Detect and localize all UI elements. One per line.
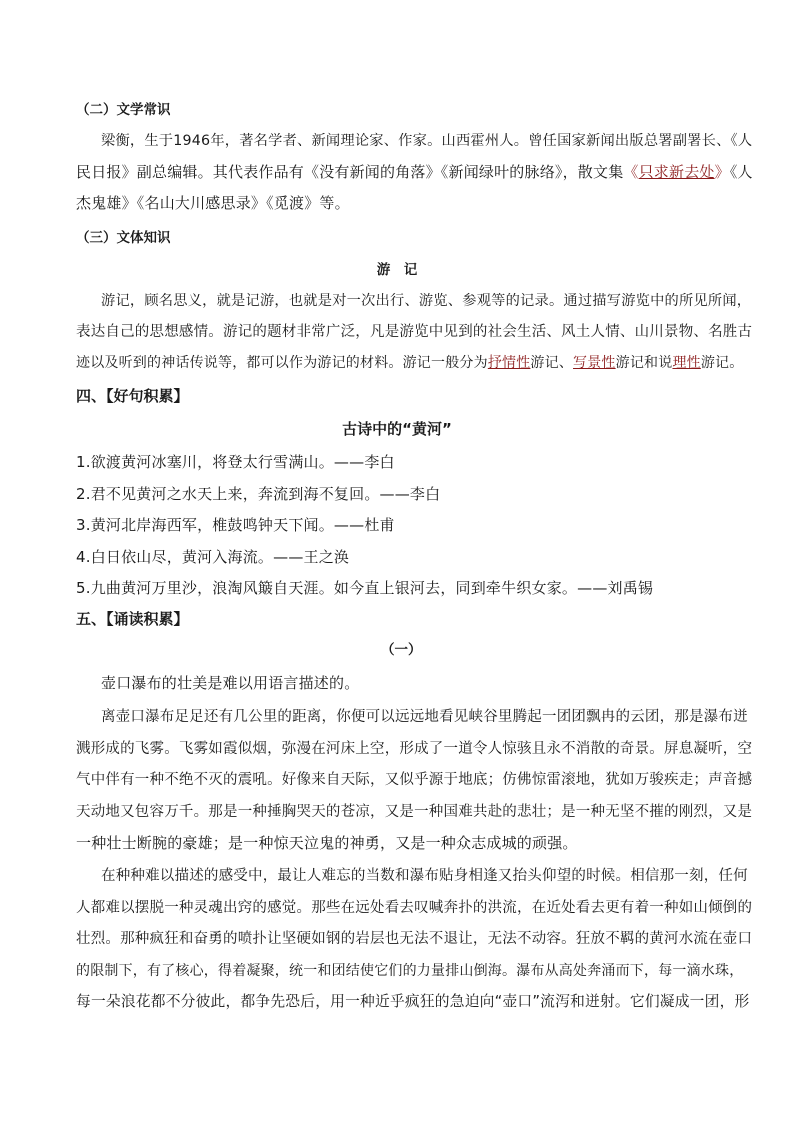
poem-collection-title: 古诗中的“黄河” <box>342 420 452 438</box>
link-book-title-text[interactable]: 只求新去处 <box>638 163 715 181</box>
paragraph-line: 气中伴有一种不绝不灭的震吼。好像来自天际，又似乎源于地底；仿佛惊雷滚地，犹如万骏疾走；声音撼 <box>76 772 753 788</box>
paragraph-line: 溅形成的飞雾。飞雾如霞似烟，弥漫在河床上空，形成了一道令人惊骇且永不消散的奇景。屏息凝听，空 <box>76 741 753 757</box>
paragraph-line <box>76 161 753 183</box>
paragraph-line: 壮烈。那种疯狂和奋勇的喷扑让坚硬如钢的岩层也无法不退让，无法不动容。狂放不羁的黄河水流在壶口 <box>76 931 753 947</box>
poem-item: 1.欲渡黄河冰塞川，将登太行雪满山。——李白 <box>76 453 395 471</box>
link-lyrical[interactable]: 抒情性 <box>487 355 531 371</box>
link-descriptive[interactable]: 写景性 <box>573 355 616 371</box>
paragraph-line <box>76 352 743 374</box>
paragraph-line: 壶口瀑布的壮美是难以用语言描述的。 <box>101 674 360 692</box>
paragraph-line: 天动地又包容万千。那是一种捶胸哭天的苍凉，又是一种国难共赴的悲壮；是一种无坚不摧的刚烈，又是 <box>76 804 753 820</box>
poem-item: 3.黄河北岸海西军，椎鼓鸣钟天下闻。——杜甫 <box>76 516 395 534</box>
text-run: 民日报》副总编辑。其代表作品有《没有新闻的角落》《新闻绿叶的脉络》，散文集 <box>76 163 624 181</box>
paragraph-line: 离壶口瀑布足足还有几公里的距离，你便可以远远地看见峡谷里腾起一团团飘冉的云团，那是瀑布迸 <box>101 709 748 725</box>
poem-item: 5.九曲黄河万里沙，浪淘风簸自天涯。如今直上银河去，同到牵牛织女家。——刘禹锡 <box>76 579 654 597</box>
paragraph-line: 游记，顾名思义，就是记游，也就是对一次出行、游览、参观等的记录。通过描写游览中的所见所闻， <box>101 293 752 309</box>
paragraph-line: 每一朵浪花都不分彼此，都争先恐后，用一种近乎疯狂的急迫向“壶口”流泻和迸射。它们凝成一团，形 <box>76 993 750 1010</box>
text-run: 游记、 <box>530 355 574 371</box>
link-book-title[interactable]: 《只求新去处》 <box>623 163 730 181</box>
text-run: 游记和说 <box>615 355 673 371</box>
poem-item: 4.白日依山尽，黄河入海流。——王之涣 <box>76 548 350 566</box>
paragraph-line: 在种种难以描述的感受中，最让人难忘的当数和瀑布贴身相逢又抬头仰望的时候。相信那一刻，任何 <box>101 868 748 884</box>
text-run: 迹以及听到的神话传说等，都可以作为游记的材料。游记一般分为 <box>76 355 488 371</box>
paragraph-line: 一种壮士断腕的豪雄；是一种惊天泣鬼的神勇，又是一种众志成城的顽强。 <box>76 834 578 852</box>
section-heading-recitation: 五、【诵读积累】 <box>76 610 189 628</box>
text-run: 游记。 <box>700 355 744 371</box>
link-reasoning[interactable]: 理性 <box>672 355 701 371</box>
paragraph-line: 表达自己的思想感情。游记的题材非常广泛，凡是游览中见到的社会生活、风土人情、山川景物、名胜古 <box>76 324 753 340</box>
paragraph-line: 人都难以摆脱一种灵魂出窍的感觉。那些在远处看去叹喊奔扑的洪流，在近处看去更有着一种如山倾倒的 <box>76 900 753 916</box>
section-heading-good-sentences: 四、【好句积累】 <box>76 387 189 405</box>
section-heading-genre-knowledge: （三）文体知识 <box>76 230 171 246</box>
poem-item: 2.君不见黄河之水天上来，奔流到海不复回。——李白 <box>76 485 441 503</box>
text-run: 《人 <box>729 163 753 181</box>
paragraph-line: 杰鬼雄》《名山大川感思录》《觅渡》等。 <box>76 194 350 212</box>
section-heading-literary-knowledge: （二）文学常识 <box>76 102 171 118</box>
genre-title: 游 记 <box>376 262 418 278</box>
paragraph-line: 梁衡，生于1946年，著名学者、新闻理论家、作家。山西霍州人。曾任国家新闻出版总署副署长、《人 <box>101 133 753 149</box>
subsection-number: （一） <box>381 642 422 658</box>
paragraph-line: 的限制下，有了核心，得着凝聚，统一和团结使它们的力量排山倒海。瀑布从高处奔涌而下，每一滴水珠， <box>76 963 744 979</box>
